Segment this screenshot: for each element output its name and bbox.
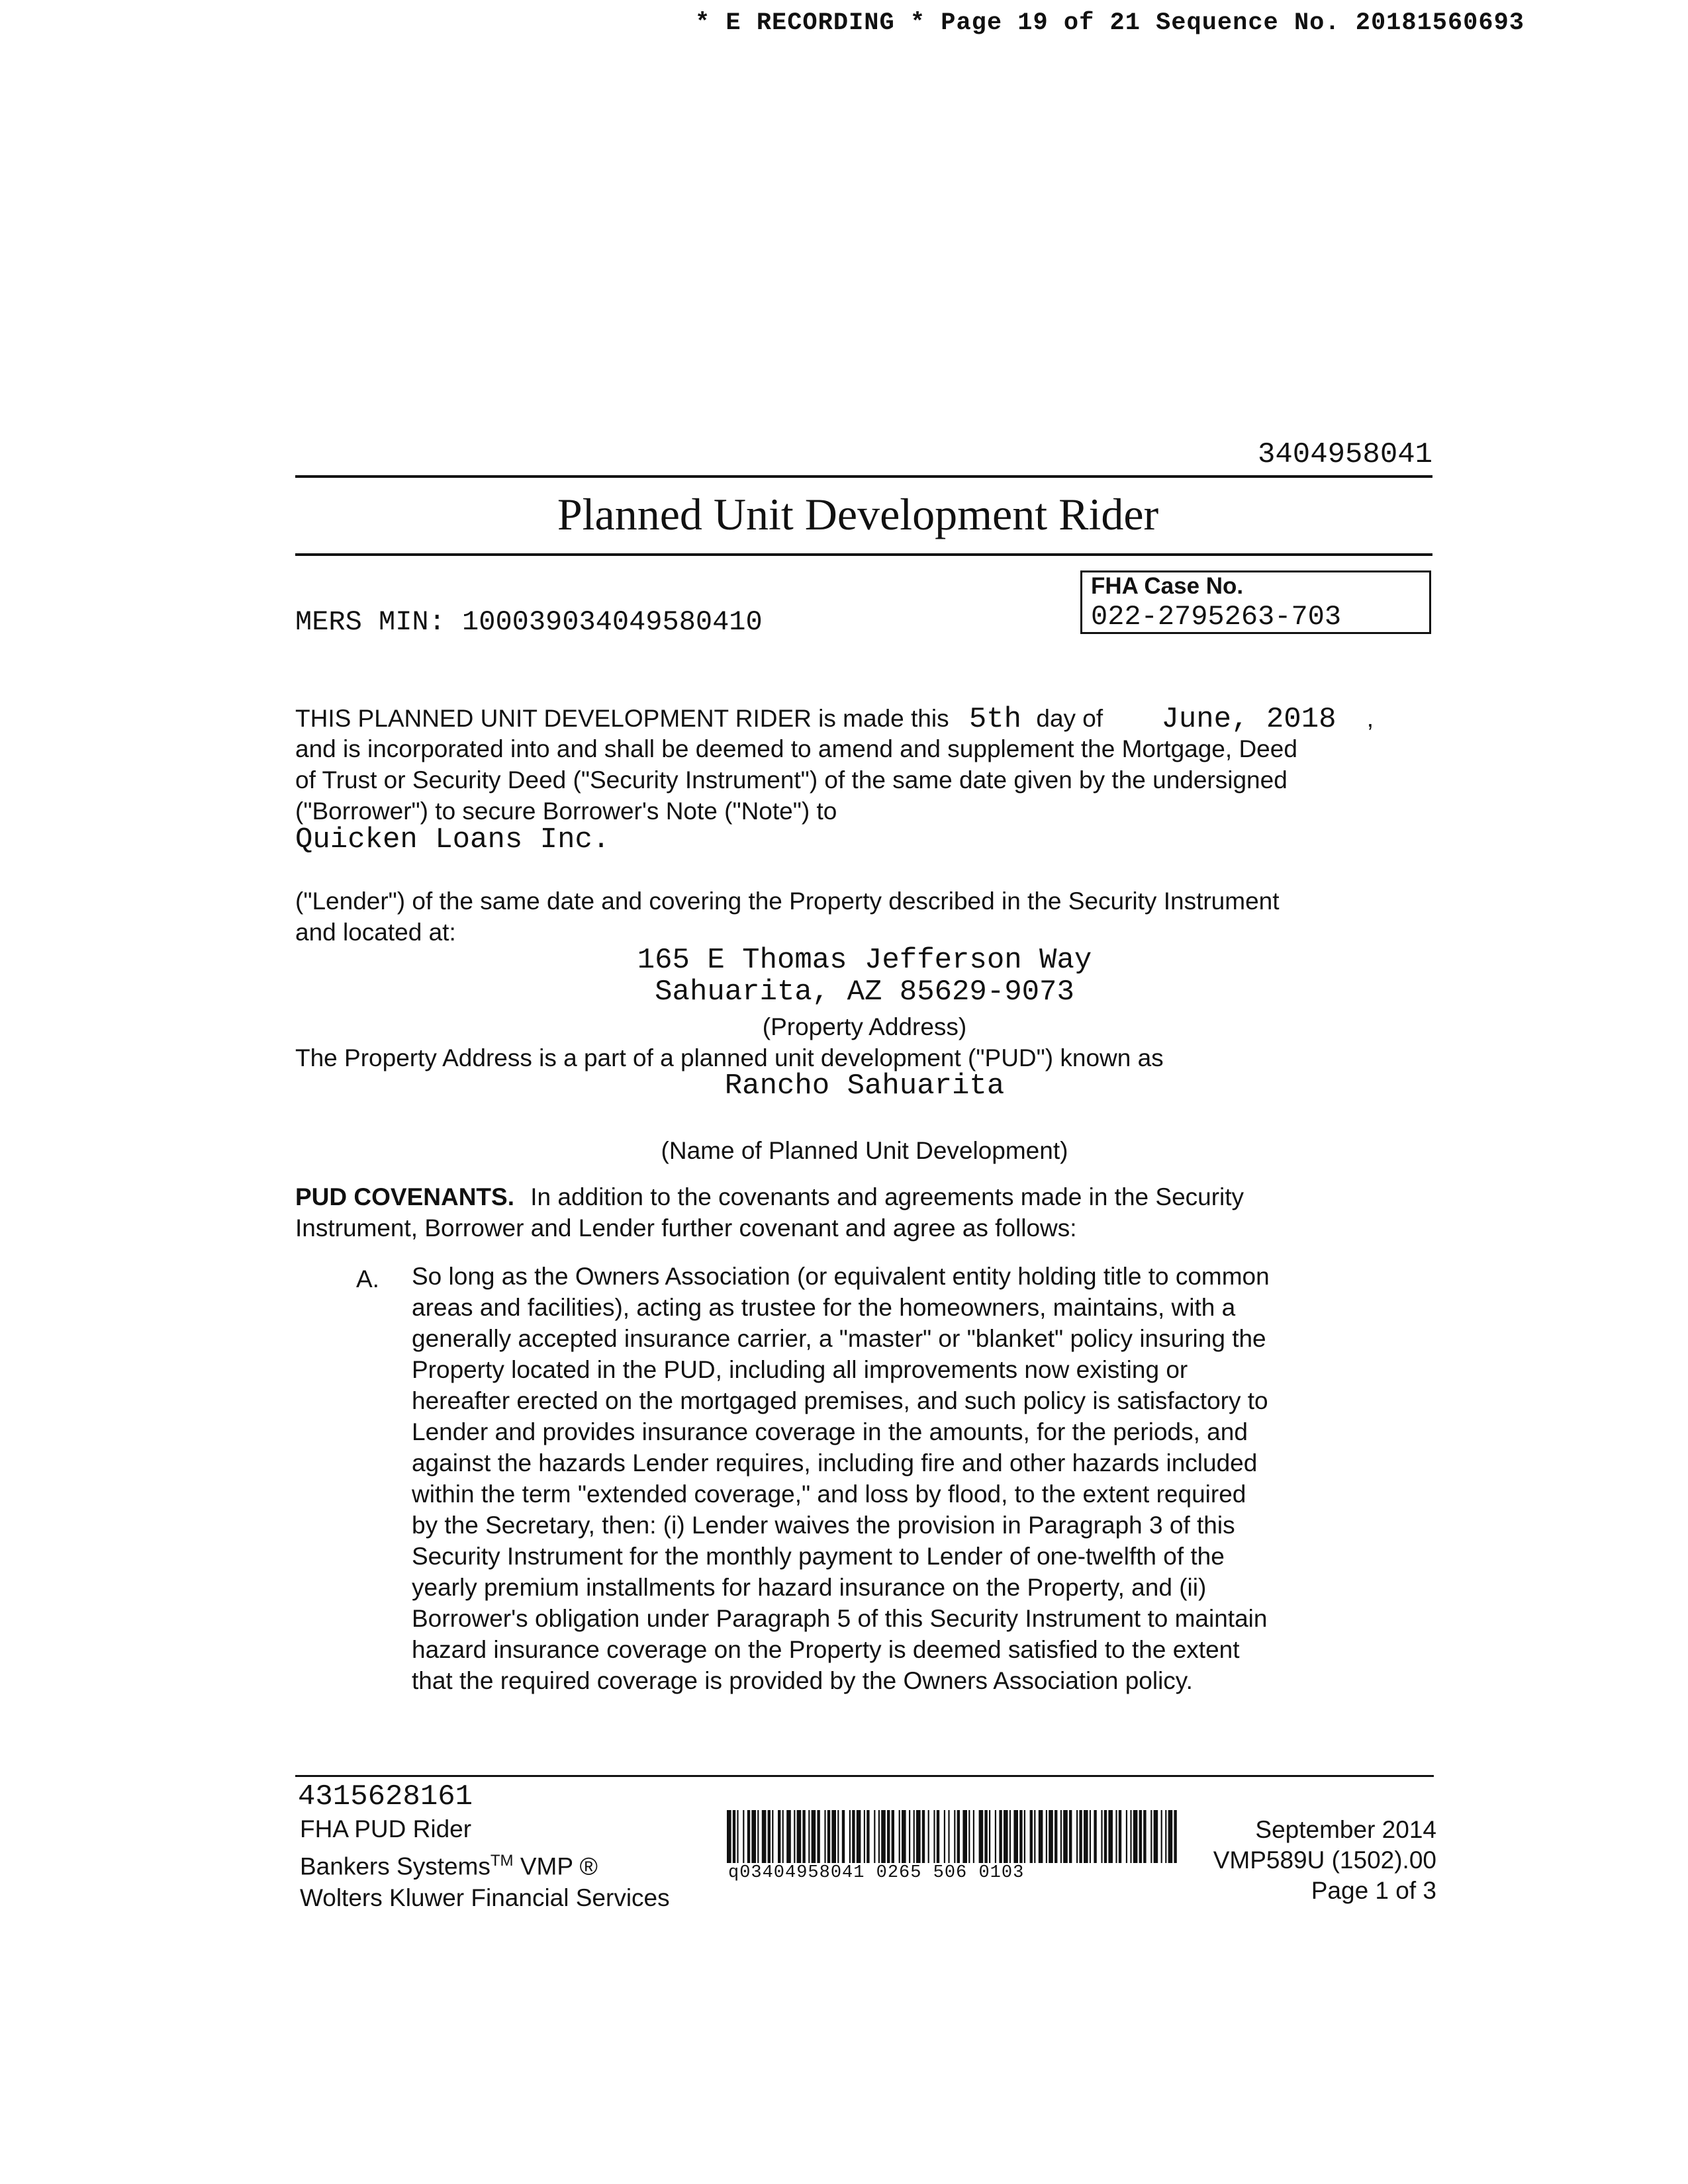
barcode-bar xyxy=(881,1810,886,1863)
barcode-bar xyxy=(1154,1810,1158,1863)
intro-prefix: THIS PLANNED UNIT DEVELOPMENT RIDER is made this xyxy=(295,705,949,732)
barcode-bar xyxy=(1115,1810,1117,1863)
trademark-mark: TM xyxy=(490,1852,514,1870)
intro-line-6: and located at: xyxy=(295,919,456,946)
footer-vendor xyxy=(300,1845,670,1882)
barcode-bar xyxy=(864,1810,865,1863)
barcode-bar xyxy=(937,1810,939,1863)
pud-name: Rancho Sahuarita xyxy=(724,1069,1005,1103)
barcode-bar xyxy=(786,1810,791,1863)
barcode-bar xyxy=(1108,1810,1113,1863)
day-of-label: day of xyxy=(1036,705,1103,732)
barcode-bar xyxy=(909,1810,910,1863)
barcode-bar xyxy=(1060,1810,1062,1863)
barcode-bar xyxy=(1139,1810,1142,1863)
footer-loan-number: 4315628161 xyxy=(298,1780,473,1813)
recording-header: * E RECORDING * Page 19 of 21 Sequence No. 20181560693 xyxy=(695,9,1524,37)
barcode-bar xyxy=(1055,1810,1057,1863)
intro-line-4: ("Borrower") to secure Borrower's Note ("Note") to xyxy=(295,797,837,825)
paragraph-a-line: Property located in the PUD, including all improvements now existing or xyxy=(412,1356,1188,1383)
barcode-bar xyxy=(922,1810,925,1863)
paragraph-a-line: Lender and provides insurance coverage in the amounts, for the periods, and xyxy=(412,1418,1248,1445)
barcode-bar xyxy=(1076,1810,1078,1863)
barcode-bar xyxy=(794,1810,795,1863)
barcode-bar xyxy=(962,1810,967,1863)
barcode-bar xyxy=(1104,1810,1107,1863)
barcode-image xyxy=(727,1810,1177,1863)
vendor-prefix: Bankers Systems xyxy=(300,1852,491,1880)
barcode-bar xyxy=(887,1810,890,1863)
paragraph-a-label: A. xyxy=(356,1265,379,1293)
paragraph-a-line: Security Instrument for the monthly payment to Lender of one-twelfth of the xyxy=(412,1543,1225,1570)
barcode-text: q03404958041 0265 506 0103 xyxy=(728,1863,1025,1883)
barcode-bar xyxy=(797,1810,802,1863)
paragraph-a-line: by the Secretary, then: (i) Lender waives the provision in Paragraph 3 of this xyxy=(412,1512,1235,1539)
barcode-bar xyxy=(1063,1810,1068,1863)
barcode-bar xyxy=(762,1810,767,1863)
barcode-bar xyxy=(874,1810,875,1863)
barcode-bar xyxy=(1049,1810,1053,1863)
footer-form-code: VMP589U (1502).00 xyxy=(1213,1846,1436,1874)
barcode-bar xyxy=(957,1810,960,1863)
barcode-bar xyxy=(1168,1810,1173,1863)
top-loan-number: 3404958041 xyxy=(1258,438,1433,471)
barcode-bar xyxy=(849,1810,851,1863)
rider-month-year: June, 2018 xyxy=(1161,703,1336,736)
covenants-line-2: Instrument, Borrower and Lender further covenant and agree as follows: xyxy=(295,1214,1077,1242)
barcode-bar xyxy=(1165,1810,1166,1863)
barcode-bar xyxy=(902,1810,906,1863)
barcode-bar xyxy=(812,1810,816,1863)
page-title: Planned Unit Development Rider xyxy=(557,489,1159,539)
paragraph-a xyxy=(412,1261,1270,1696)
barcode-bar xyxy=(948,1810,949,1863)
barcode-bar xyxy=(778,1810,780,1863)
barcode-bar xyxy=(817,1810,820,1863)
paragraph-a-line: hereafter erected on the mortgaged premises, and such policy is satisfactory to xyxy=(412,1387,1268,1414)
title-top-rule xyxy=(295,475,1432,478)
barcode-bar xyxy=(782,1810,784,1863)
intro-comma: , xyxy=(1366,705,1374,732)
barcode-bar xyxy=(954,1810,955,1863)
barcode-bar xyxy=(808,1810,810,1863)
paragraph-a-line: hazard insurance coverage on the Property is deemed satisfied to the extent xyxy=(412,1636,1240,1663)
barcode-bar xyxy=(831,1810,836,1863)
barcode-bar xyxy=(928,1810,929,1863)
paragraph-a-line: areas and facilities), acting as trustee for the homeowners, maintains, with a xyxy=(412,1294,1236,1321)
barcode-bar xyxy=(968,1810,970,1863)
barcode-bar xyxy=(1126,1810,1127,1863)
barcode-bar xyxy=(1013,1810,1018,1863)
barcode-bar xyxy=(751,1810,756,1863)
barcode-bar xyxy=(1030,1810,1033,1863)
intro-line-5: ("Lender") of the same date and covering the Property described in the Security Instrument xyxy=(295,887,1280,915)
barcode-bar xyxy=(892,1810,894,1863)
barcode-bar xyxy=(1119,1810,1121,1863)
barcode-bar xyxy=(1094,1810,1096,1863)
footer-publisher: Wolters Kluwer Financial Services xyxy=(300,1884,670,1912)
barcode-bar xyxy=(1133,1810,1138,1863)
vendor-suffix: VMP ® xyxy=(520,1852,598,1880)
barcode-bar xyxy=(827,1810,830,1863)
barcode-bar xyxy=(772,1810,773,1863)
barcode-bar xyxy=(999,1810,1002,1863)
pud-caption: (Name of Planned Unit Development) xyxy=(661,1137,1068,1164)
barcode-bar xyxy=(933,1810,935,1863)
property-address-caption: (Property Address) xyxy=(762,1013,967,1040)
footer-form-info xyxy=(300,1813,670,1914)
paragraph-a-line: Borrower's obligation under Paragraph 5 of this Security Instrument to maintain xyxy=(412,1605,1268,1632)
fha-case-label: FHA Case No. xyxy=(1091,573,1244,599)
barcode-bar xyxy=(757,1810,759,1863)
barcode-bar xyxy=(1004,1810,1008,1863)
barcode-bar xyxy=(1009,1810,1011,1863)
barcode-bar xyxy=(802,1810,805,1863)
property-address-line-2: Sahuarita, AZ 85629-9073 xyxy=(655,976,1074,1009)
barcode-bar xyxy=(768,1810,771,1863)
barcode-bar xyxy=(944,1810,945,1863)
barcode-bar xyxy=(973,1810,974,1863)
barcode-bar xyxy=(984,1810,987,1863)
barcode-bar xyxy=(737,1810,738,1863)
covenants-line-1 xyxy=(295,1181,1244,1212)
covenants-heading: PUD COVENANTS. xyxy=(295,1183,514,1210)
footer-rule xyxy=(295,1775,1434,1777)
paragraph-a-line: that the required coverage is provided by the Owners Association policy. xyxy=(412,1667,1193,1694)
barcode-bar xyxy=(989,1810,990,1863)
footer-page-number: Page 1 of 3 xyxy=(1311,1877,1436,1904)
property-address-line-1: 165 E Thomas Jefferson Way xyxy=(637,944,1092,977)
intro-line-1 xyxy=(295,703,1374,735)
mers-min: MERS MIN: 100039034049580410 xyxy=(295,606,763,638)
barcode-bar xyxy=(1143,1810,1146,1863)
barcode-bar xyxy=(916,1810,921,1863)
intro-line-3: of Trust or Security Deed ("Security Instrument") of the same date given by the undersigned xyxy=(295,766,1288,794)
barcode-bar xyxy=(899,1810,900,1863)
barcode-bar xyxy=(1046,1810,1047,1863)
fha-case-number: 022-2795263-703 xyxy=(1091,601,1342,633)
barcode-bar xyxy=(747,1810,750,1863)
barcode-bar xyxy=(1161,1810,1162,1863)
footer-date: September 2014 xyxy=(1255,1816,1436,1843)
barcode-bar xyxy=(867,1810,869,1863)
barcode-bar xyxy=(914,1810,915,1863)
barcode-bar xyxy=(1069,1810,1072,1863)
paragraph-a-line: So long as the Owners Association (or equivalent entity holding title to common xyxy=(412,1263,1270,1290)
barcode-bar xyxy=(1084,1810,1088,1863)
barcode-bar xyxy=(857,1810,861,1863)
rider-day: 5th xyxy=(968,703,1022,736)
footer-form-name: FHA PUD Rider xyxy=(300,1815,472,1843)
barcode-bar xyxy=(1130,1810,1131,1863)
barcode-bar xyxy=(1019,1810,1022,1863)
barcode-bar xyxy=(727,1810,731,1863)
barcode-bar xyxy=(824,1810,825,1863)
barcode-bar xyxy=(733,1810,735,1863)
paragraph-a-line: within the term "extended coverage," and loss by flood, to the extent required xyxy=(412,1480,1246,1508)
barcode-bar xyxy=(743,1810,744,1863)
barcode-bar xyxy=(852,1810,855,1863)
barcode-bar xyxy=(995,1810,996,1863)
paragraph-a-line: against the hazards Lender requires, including fire and other hazards included xyxy=(412,1449,1258,1477)
barcode-bar xyxy=(837,1810,839,1863)
barcode-bar xyxy=(1034,1810,1035,1863)
barcode-bar xyxy=(878,1810,880,1863)
barcode-bar xyxy=(1024,1810,1025,1863)
barcode-bar xyxy=(1101,1810,1102,1863)
barcode-bar xyxy=(1174,1810,1176,1863)
barcode-bar xyxy=(979,1810,984,1863)
paragraph-a-line: yearly premium installments for hazard insurance on the Property, and (ii) xyxy=(412,1574,1207,1601)
covenants-heading-rest: In addition to the covenants and agreements made in the Security xyxy=(530,1183,1244,1210)
lender-name: Quicken Loans Inc. xyxy=(295,823,610,856)
barcode-bar xyxy=(842,1810,845,1863)
pud-line: The Property Address is a part of a planned unit development ("PUD") known as xyxy=(295,1044,1164,1071)
barcode-bar xyxy=(1079,1810,1082,1863)
barcode-bar xyxy=(1090,1810,1091,1863)
barcode-bar xyxy=(1039,1810,1043,1863)
footer-form-meta xyxy=(1185,1815,1436,1906)
paragraph-a-line: generally accepted insurance carrier, a "master" or "blanket" policy insuring the xyxy=(412,1325,1266,1352)
title-bottom-rule xyxy=(295,553,1432,556)
intro-line-2: and is incorporated into and shall be deemed to amend and supplement the Mortgage, Deed xyxy=(295,735,1297,762)
barcode-bar xyxy=(1150,1810,1152,1863)
